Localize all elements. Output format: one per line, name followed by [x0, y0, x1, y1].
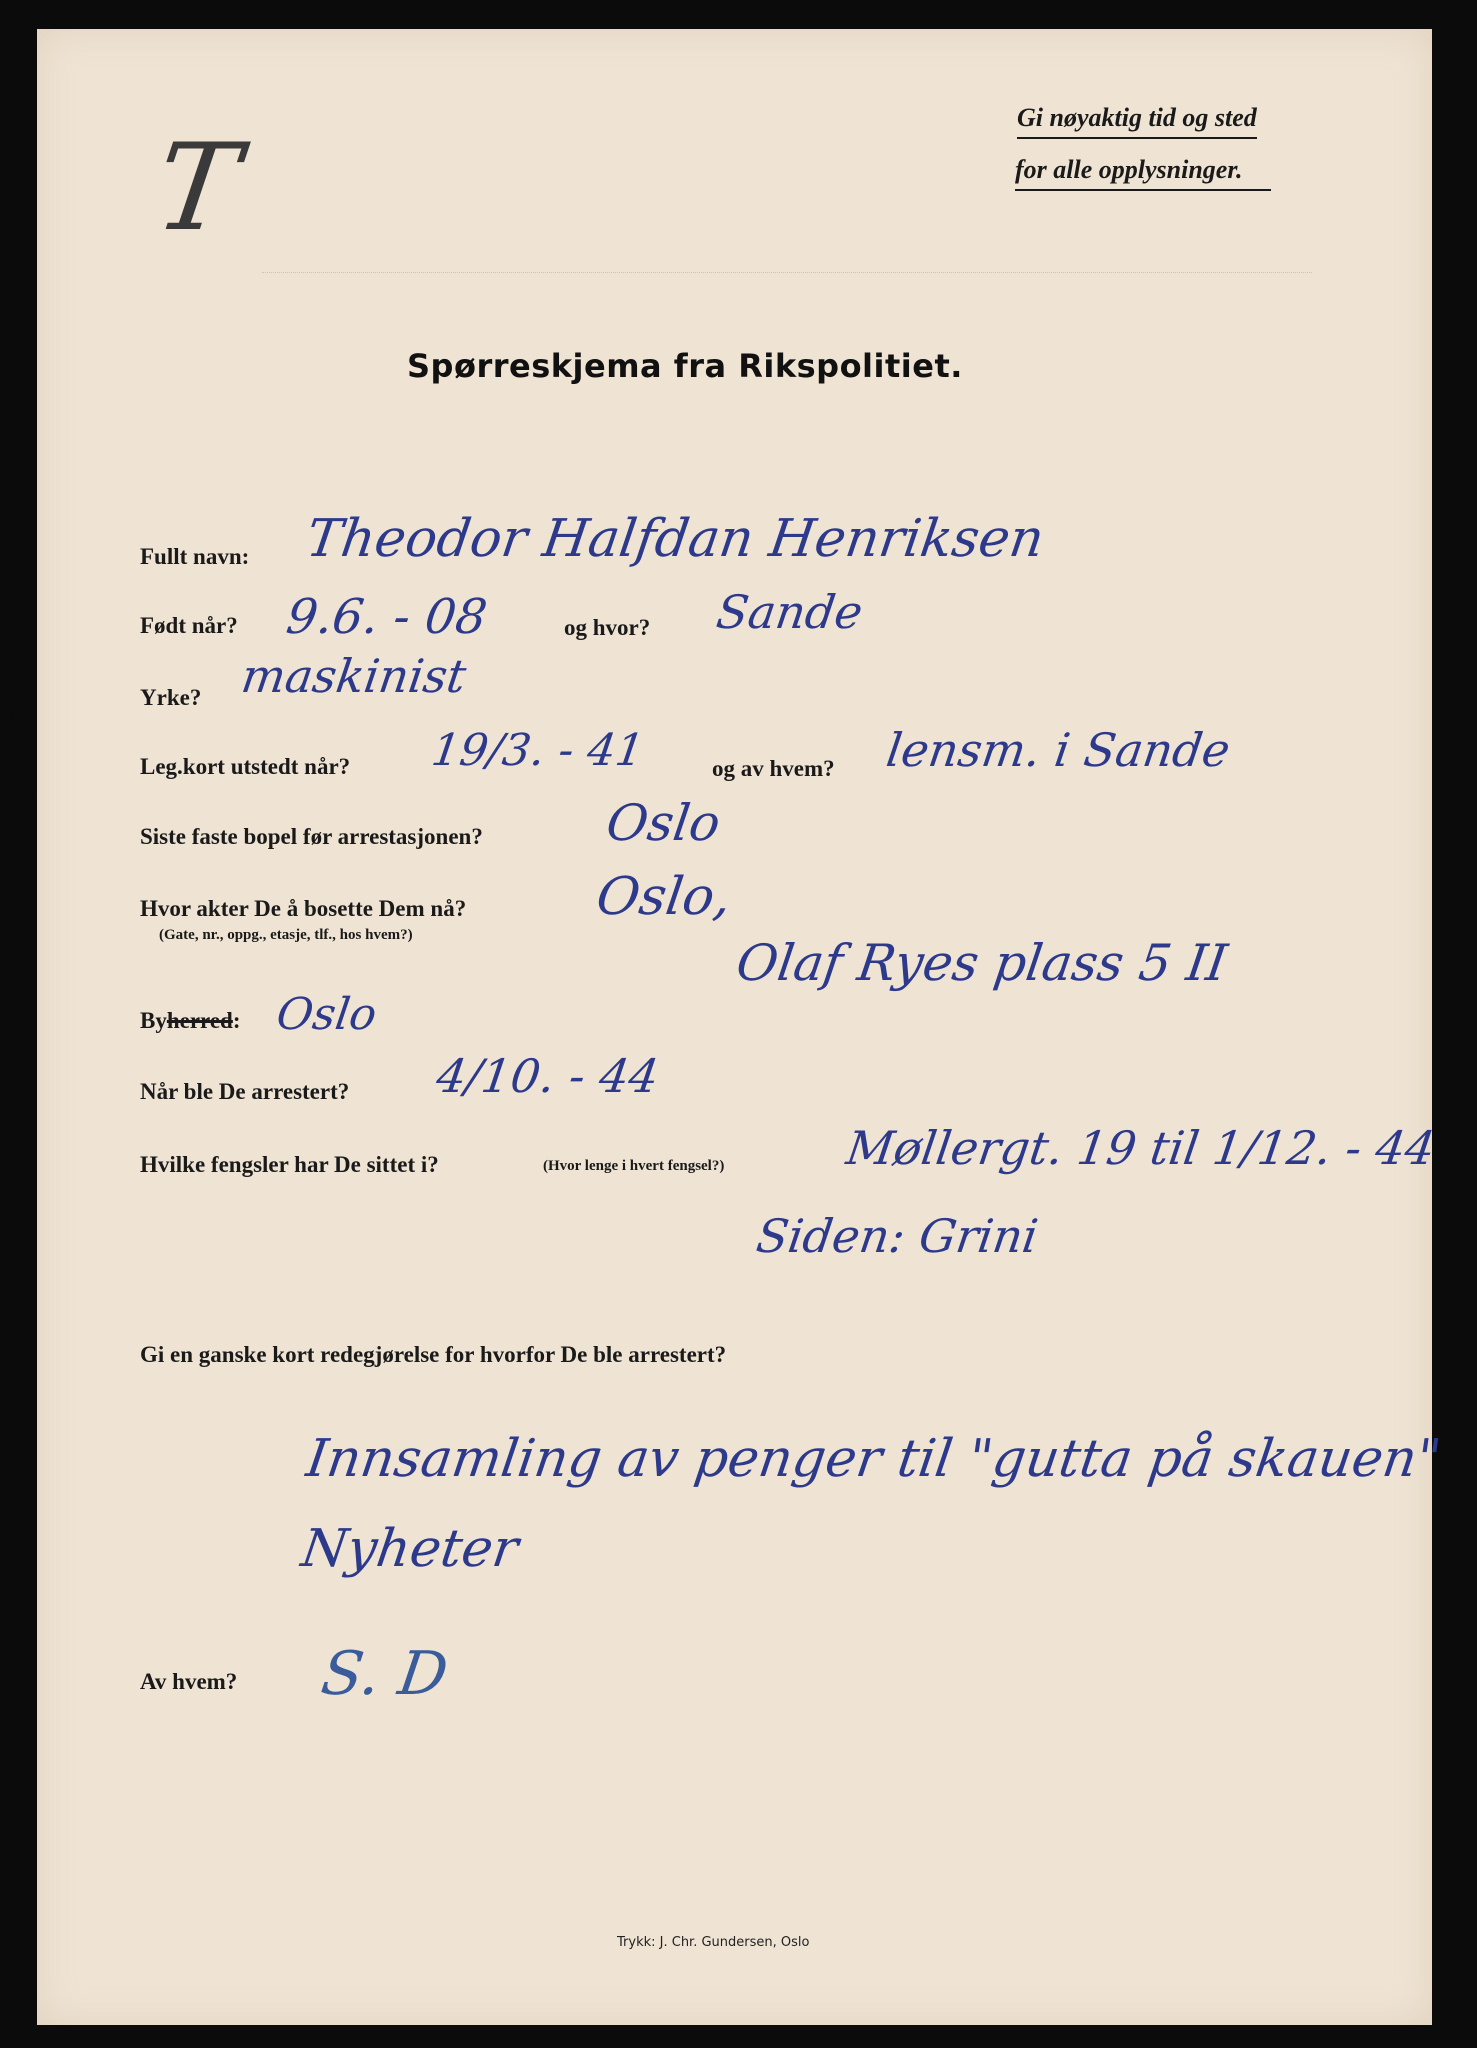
intended-residence-sublabel: (Gate, nr., oppg., etasje, tlf., hos hvem?) — [159, 927, 413, 943]
intended-residence-label: Hvor akter De å bosette Dem nå? — [140, 896, 467, 921]
id-card-issuer-value: lensm. i Sande — [883, 723, 1234, 777]
arrested-by-value: S. D — [317, 1639, 453, 1709]
prisons-sublabel: (Hvor lenge i hvert fengsel?) — [543, 1158, 725, 1174]
id-card-issuer-label: og av hvem? — [712, 756, 835, 781]
last-residence-value: Oslo — [602, 794, 724, 852]
stamp-letter: T — [147, 119, 247, 258]
notice-line-1: Gi nøyaktig tid og sted — [1017, 103, 1257, 139]
birth-date-label: Født når? — [140, 613, 238, 638]
municipality-value: Oslo — [273, 989, 380, 1040]
arrest-reason-label: Gi en ganske kort redegjørelse for hvorfor De ble arrestert? — [140, 1342, 727, 1367]
notice-line-2: for alle opplysninger. — [1015, 155, 1271, 191]
form-title: Spørreskjema fra Rikspolitiet. — [407, 347, 963, 385]
full-name-value: Theodor Halfdan Henriksen — [302, 509, 1048, 569]
intended-residence-address: Olaf Ryes plass 5 II — [732, 934, 1231, 992]
prisons-value-1: Møllergt. 19 til 1/12. - 44 — [843, 1121, 1439, 1175]
arrested-by-label: Av hvem? — [140, 1669, 238, 1694]
municipality-colon: : — [232, 1008, 241, 1033]
occupation-label: Yrke? — [140, 685, 202, 710]
id-card-date-value: 19/3. - 41 — [428, 725, 648, 776]
birth-date-value: 9.6. - 08 — [283, 589, 491, 645]
prisons-value-2: Siden: Grini — [753, 1209, 1042, 1263]
bleed-through-line — [262, 272, 1312, 273]
questionnaire-page — [37, 29, 1445, 2025]
arrest-date-label: Når ble De arrestert? — [140, 1079, 350, 1104]
municipality-label — [140, 1008, 241, 1034]
arrest-date-value: 4/10. - 44 — [433, 1049, 663, 1103]
birth-place-label: og hvor? — [564, 615, 651, 640]
intended-residence-city: Oslo, — [592, 867, 736, 927]
occupation-value: maskinist — [238, 649, 470, 703]
municipality-herred-struck: herred — [166, 1008, 233, 1033]
full-name-label: Fullt navn: — [140, 544, 250, 569]
birth-place-value: Sande — [713, 585, 867, 639]
municipality-by: By — [140, 1008, 167, 1033]
prisons-label: Hvilke fengsler har De sittet i? — [140, 1152, 439, 1177]
arrest-reason-value-1: Innsamling av penger til "gutta på skauen" — [302, 1429, 1445, 1489]
printer-credit: Trykk: J. Chr. Gundersen, Oslo — [617, 1935, 810, 1950]
last-residence-label: Siste faste bopel før arrestasjonen? — [140, 824, 483, 849]
arrest-reason-value-2: Nyheter — [297, 1519, 522, 1579]
id-card-date-label: Leg.kort utstedt når? — [140, 754, 351, 779]
